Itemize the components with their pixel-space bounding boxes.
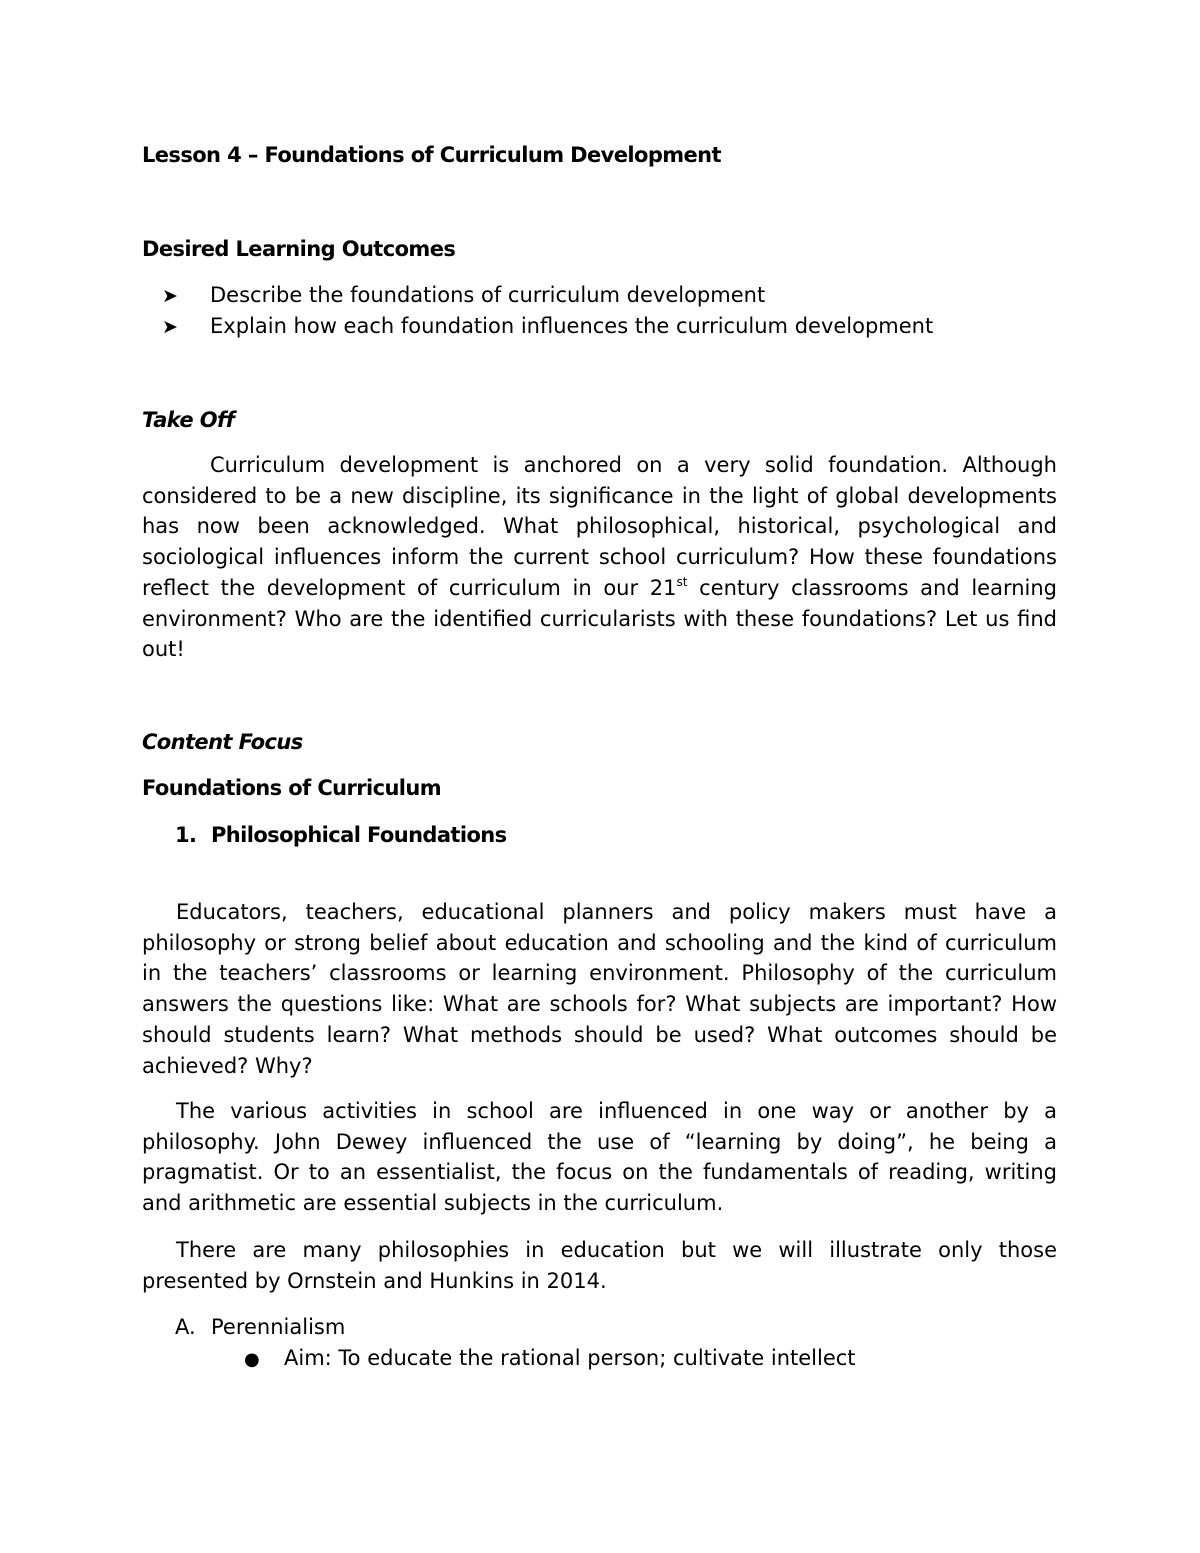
outcome-item [162,280,765,312]
lesson-title: Lesson 4 – Foundations of Curriculum Development [142,143,721,167]
outcomes-heading: Desired Learning Outcomes [142,237,456,261]
arrowhead-bullet-icon: ➤ [162,285,178,307]
section-number: 1. [175,823,197,847]
ordinal-suffix: st [676,574,688,589]
outcome-item-text: Describe the foundations of curriculum development [210,283,766,307]
subsection-bullet-text: Aim: To educate the rational person; cultivate intellect [284,1346,856,1370]
take-off-heading: Take Off [142,408,235,432]
bullet-dot-icon: ● [244,1349,260,1370]
philosophy-paragraph-text: Educators, teachers, educational planners and policy makers must have a philosophy or strong belief about education and schooling and the kind of curriculum in the teachers’ classrooms or learning environment. Philosophy of the curriculum answers the questions like: What are schools for? What subjects are important? How should students learn? What methods should be used? What outcomes should be achieved? Why? [142,900,1057,1078]
section-heading [175,820,507,851]
arrowhead-bullet-icon: ➤ [162,316,178,338]
subsection-label: A. [175,1315,196,1339]
philosophy-paragraph-text: There are many philosophies in education but we will illustrate only those presented by Ornstein and Hunkins in 2014. [142,1238,1057,1293]
philosophy-paragraph [142,1235,1057,1296]
philosophy-paragraph [142,897,1057,1081]
outcome-item [162,311,933,343]
subsection-title: Perennialism [211,1315,346,1339]
content-focus-heading: Content Focus [142,730,303,754]
subsection-bullet [244,1343,856,1375]
take-off-text-end: century classrooms and learning environment? Who are the identified curricularists with these foundations? Let us find out! [142,575,1057,662]
subsection-heading [175,1312,345,1343]
take-off-paragraph [142,450,1057,665]
foundations-subheading: Foundations of Curriculum [142,776,442,800]
take-off-text-start: Curriculum development is anchored on a very solid foundation. Although considered to be a new discipline, its significance in the light of global developments has now been acknowledged. What philosophical, historical, psychological and sociological influences inform the current school curriculum? How these foundations reflect the development of curriculum in our 21 [142,453,1057,600]
philosophy-paragraph-text: The various activities in school are influenced in one way or another by a philosophy. John Dewey influenced the use of “learning by doing”, he being a pragmatist. Or to an essentialist, the focus on the fundamentals of reading, writing and arithmetic are essential subjects in the curriculum. [142,1099,1057,1216]
outcome-item-text: Explain how each foundation influences the curriculum development [210,314,934,338]
philosophy-paragraph [142,1096,1057,1219]
section-title: Philosophical Foundations [211,823,507,847]
